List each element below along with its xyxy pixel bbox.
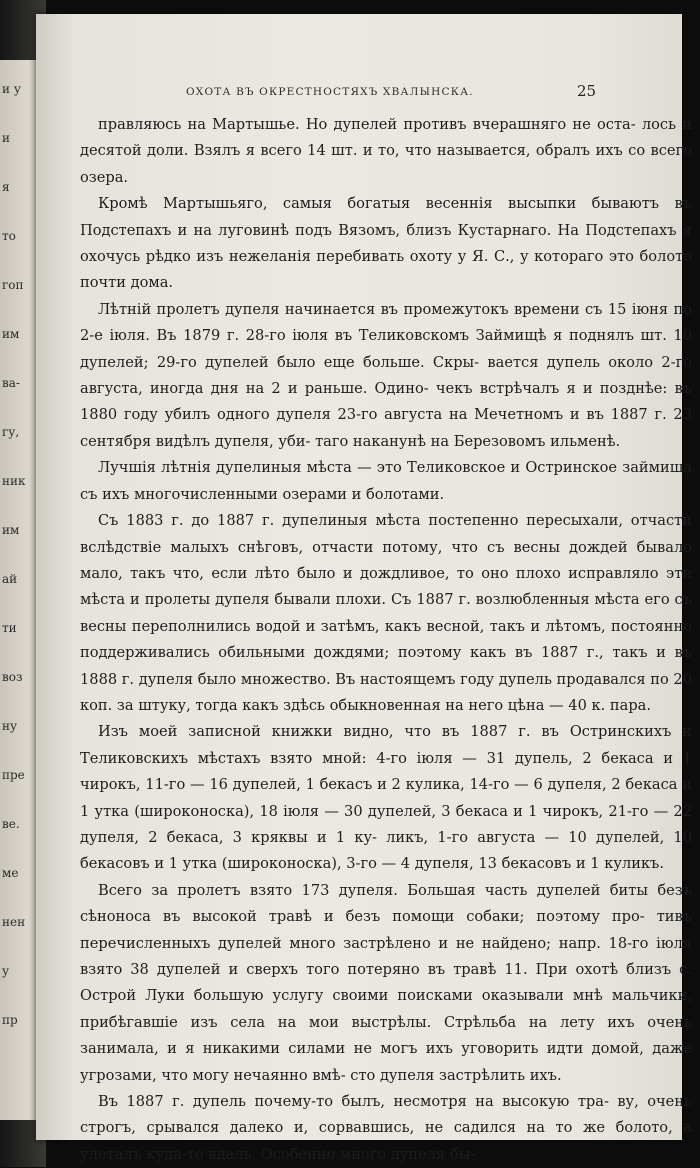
page-number: 25 <box>577 82 597 100</box>
left-page-fragment: нен <box>2 915 26 929</box>
left-page-fragment: и у <box>2 82 21 96</box>
left-page-fragment: я <box>2 180 10 194</box>
left-page-fragment: у <box>2 964 10 978</box>
left-page-fragment: пр <box>2 1013 18 1027</box>
paragraph: правляюсь на Мартышье. Но дупелей противъ вчерашняго не оста- лось и десятой доли. Взялъ я всего 14 шт. и то, что называется, обралъ ихъ со всего озера. <box>80 116 692 186</box>
paragraph: Всего за пролетъ взято 173 дупеля. Большая часть дупелей биты безъ сѣноноса въ высокой травѣ и безъ помощи собаки; поэтому про- тивъ перечисленныхъ дупелей много застрѣлено и не найдено; напр. 18-го іюля взято 38 дупелей и сверхъ того потеряно въ травѣ 11. При охотѣ близъ с. Острой Луки большую услугу своими поисками оказывали мнѣ мальчики, прибѣгавшіе изъ села на мои выстрѣлы. Стрѣльба на лету ихъ очень занимала, и я никакими силами не могъ ихъ уговорить идти домой, даже угрозами, что могу нечаянно вмѣ- сто дупеля застрѣлить ихъ. <box>80 881 692 1084</box>
body-text <box>80 112 692 1168</box>
paragraph: Лучшія лѣтнія дупелиныя мѣста — это Теликовское и Остринское займища съ ихъ многочисленными озерами и болотами. <box>80 459 692 503</box>
paragraph: Изъ моей записной книжки видно, что въ 1887 г. въ Остринскихъ и Теликовскихъ мѣстахъ взято мной: 4-го іюля — 31 дупель, 2 бекаса и 1 чирокъ, 11-го — 16 дупелей, 1 бекасъ и 2 кулика, 14-го — 6 дупеля, 2 бекаса и 1 утка (широконоска), 18 іюля — 30 дупелей, 3 бекаса и 1 чирокъ, 21-го — 22 дупеля, 2 бекаса, 3 кряквы и 1 ку- ликъ, 1-го августа — 10 дупелей, 10 бекасовъ и 1 утка (широконоска), 3-го — 4 дупеля, 13 бекасовъ и 1 куликъ. <box>80 723 692 873</box>
running-head: ОХОТА ВЪ ОКРЕСТНОСТЯХЪ ХВАЛЫНСКА. <box>186 86 474 98</box>
left-page-fragment: то <box>2 229 16 243</box>
left-page-fragment: ве. <box>2 817 20 831</box>
paragraph: Въ 1887 г. дупель почему-то былъ, несмотря на высокую тра- ву, очень строгъ, срывался далеко и, сорвавшись, не садился на то же болото, а улеталъ куда-то вдаль. Особенно много дупеля бы- <box>80 1093 692 1163</box>
left-page-fragment: ну <box>2 719 18 733</box>
left-page-fragment: ник <box>2 474 26 488</box>
left-page-edge <box>0 60 40 1120</box>
paragraph: Съ 1883 г. до 1887 г. дупелиныя мѣста постепенно пересыхали, отчасти вслѣдствіе малыхъ снѣговъ, отчасти потому, что съ весны дождей бывало мало, такъ что, если лѣто было и дождливое, то оно плохо исправляло эти мѣста и пролеты дупеля бывали плохи. Съ 1887 г. возлюбленныя мѣста его съ весны переполнились водой и затѣмъ, какъ весной, такъ и лѣтомъ, постоянно поддерживались обильными дождями; поэтому какъ въ 1887 г., такъ и въ 1888 г. дупеля было множество. Въ настоящемъ году дупель продавался по 20 коп. за штуку, тогда какъ здѣсь обыкновенная на него цѣна — 40 к. пара. <box>80 512 693 714</box>
left-page-fragment: ва- <box>2 376 20 390</box>
left-page-fragment: гоп <box>2 278 24 292</box>
left-page-fragment: ай <box>2 572 18 586</box>
paragraph: Лѣтній пролетъ дупеля начинается въ промежутокъ времени съ 15 іюня по 2-е іюля. Въ 1879 г. 28-го іюля въ Теликовскомъ Займищѣ я поднялъ шт. 10 дупелей; 29-го дупелей было еще больше. Скры- вается дупель около 2-го августа, иногда дня на 2 и раньше. Одино- чекъ встрѣчалъ я и позднѣе: въ 1880 году убилъ одного дупеля 23-го августа на Мечетномъ и въ 1887 г. 23 сентября видѣлъ дупеля, уби- таго наканунѣ на Березовомъ ильменѣ. <box>80 300 692 450</box>
paragraph: Кромѣ Мартышьяго, самыя богатыя весеннія высыпки бываютъ въ Подстепахъ и на луговинѣ подъ Вязомъ, близъ Кустарнаго. На Подстепахъ я охочусь рѣдко изъ нежеланія перебивать охоту у Я. С., у котораго это болото почти дома. <box>80 195 692 292</box>
left-page-fragment: пре <box>2 768 25 782</box>
left-page-fragment: им <box>2 327 20 341</box>
left-page-fragment: гу, <box>2 425 20 439</box>
left-page-fragment: им <box>2 523 20 537</box>
left-page-fragment: ти <box>2 621 17 635</box>
left-page-fragment: воз <box>2 670 23 684</box>
left-page-fragment: ме <box>2 866 19 880</box>
left-page-fragment: и <box>2 131 10 145</box>
book-page <box>36 14 693 1163</box>
